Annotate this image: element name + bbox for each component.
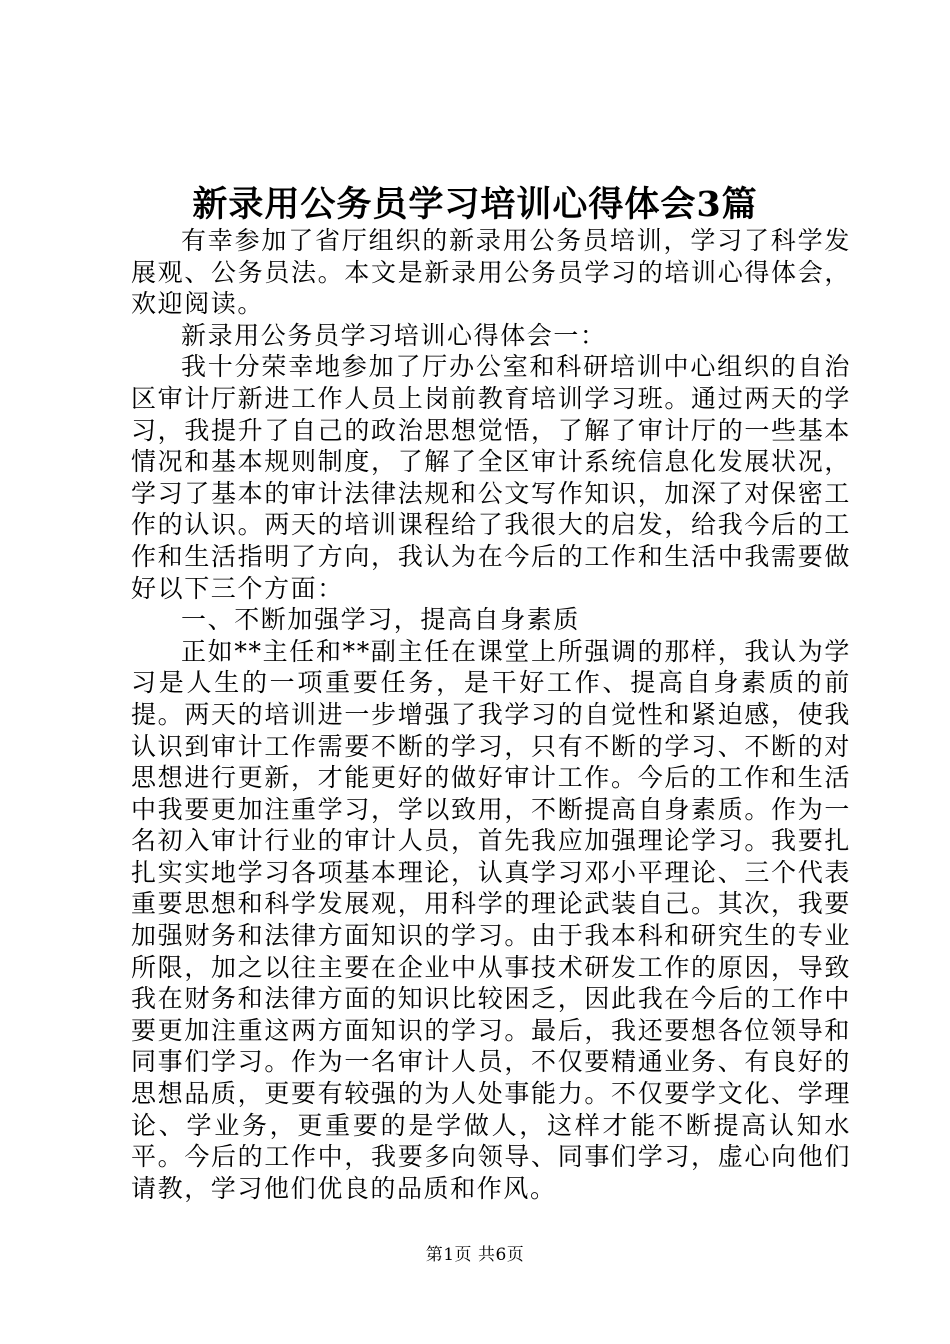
document-title: 新录用公务员学习培训心得体会3篇 bbox=[192, 184, 758, 226]
intro-paragraph: 有幸参加了省厅组织的新录用公务员培训，学习了科学发展观、公务员法。本文是新录用公务员学习的培训心得体会，欢迎阅读。 bbox=[131, 226, 851, 319]
body-paragraph: 我十分荣幸地参加了厅办公室和科研培训中心组织的自治区审计厅新进工作人员上岗前教育培训学习班。通过两天的学习，我提升了自己的政治思想觉悟，了解了审计厅的一些基本情况和基本规则制度，了解了全区审计系统信息化发展状况，学习了基本的审计法律法规和公文写作知识，加深了对保密工作的认识。两天的培训课程给了我很大的启发，给我今后的工作和生活指明了方向，我认为在今后的工作和生活中我需要做好以下三个方面： bbox=[131, 352, 851, 603]
page-number-footer: 第1页 共6页 bbox=[425, 1245, 525, 1265]
body-paragraph: 正如**主任和**副主任在课堂上所强调的那样，我认为学习是人生的一项重要任务，是干好工作、提高自身素质的前提。两天的培训进一步增强了我学习的自觉性和紧迫感，使我认识到审计工作需要不断的学习，只有不断的学习、不断的对思想进行更新，才能更好的做好审计工作。今后的工作和生活中我要更加注重学习，学以致用，不断提高自身素质。作为一名初入审计行业的审计人员，首先我应加强理论学习。我要扎扎实实地学习各项基本理论，认真学习邓小平理论、三个代表重要思想和科学发展观，用科学的理论武装自己。其次，我要加强财务和法律方面知识的学习。由于我本科和研究生的专业所限，加之以往主要在企业中从事技术研发工作的原因，导致我在财务和法律方面的知识比较困乏，因此我在今后的工作中要更加注重这两方面知识的学习。最后，我还要想各位领导和同事们学习。作为一名审计人员，不仅要精通业务、有良好的思想品质，更要有较强的为人处事能力。不仅要学文化、学理论、学业务，更重要的是学做人，这样才能不断提高认知水平。今后的工作中，我要多向领导、同事们学习，虚心向他们请教，学习他们优良的品质和作风。 bbox=[131, 636, 851, 1203]
section-heading-part-one: 新录用公务员学习培训心得体会一： bbox=[181, 320, 607, 350]
document-body bbox=[131, 225, 851, 1204]
subsection-heading: 一、不断加强学习，提高自身素质 bbox=[181, 605, 581, 635]
